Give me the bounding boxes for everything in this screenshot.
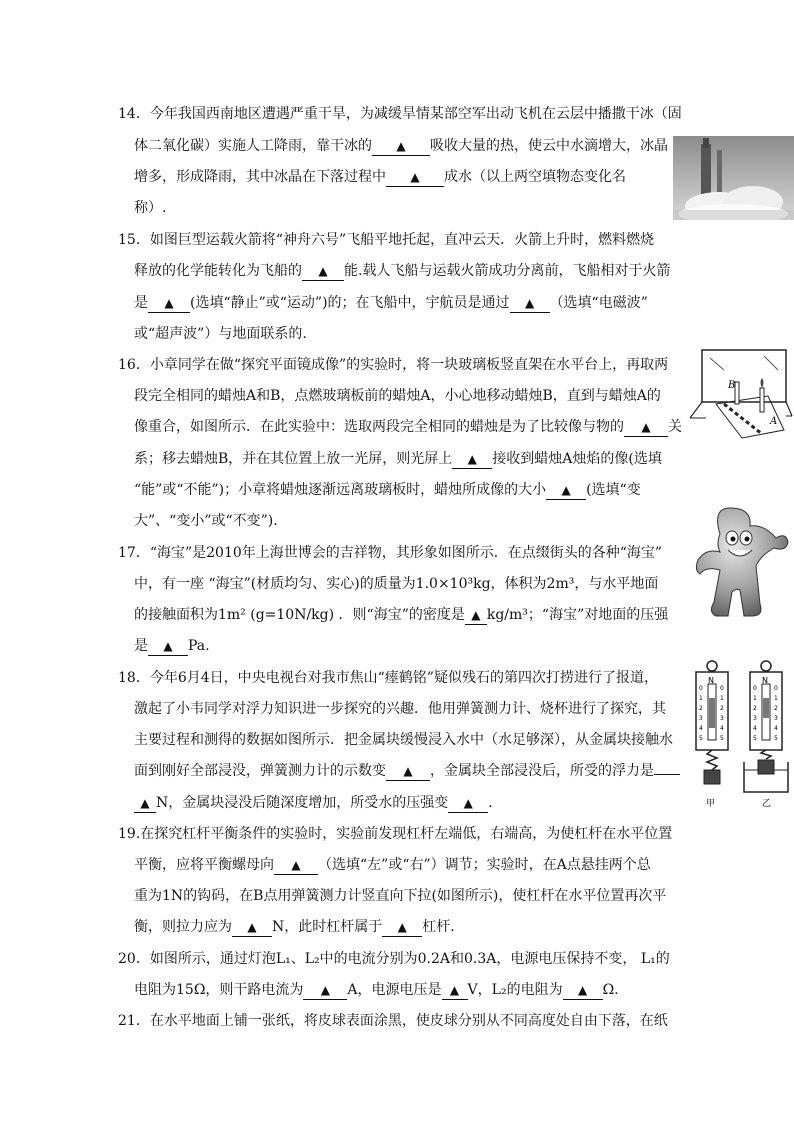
q14-line-2: 体二氧化碳）实施人工降雨，靠干冰的 ▲ 吸收大量的热，使云中水滴增大，冰晶 xyxy=(134,138,668,154)
q18-line-5: ▲ N，金属块浸没后随深度增加，所受水的压强变 ▲ . xyxy=(134,793,493,813)
q17-blank-1[interactable]: ▲ xyxy=(465,606,487,625)
q17-line-2: 中，有一座 “海宝”(材质均匀、实心)的质量为1.0×10³kg，体积为2m³，与水平地面 xyxy=(134,576,659,592)
q19-line-4: 衡，则拉力应为 ▲ N，此时杠杆属于 ▲ 杠杆. xyxy=(134,919,455,935)
tick-left-r4: 4 xyxy=(720,725,724,732)
q16-line-4: 系；移去蜡烛B，并在其位置上放一光屏，则光屏上 ▲ 接收到蜡烛A烛焰的像(选填 xyxy=(134,451,662,467)
tick-right-3: 3 xyxy=(753,715,757,722)
tick-right-r4: 4 xyxy=(774,725,778,732)
scale-label-left: 甲 xyxy=(706,799,716,809)
tick-right-r1: 1 xyxy=(774,695,778,702)
q20-blank-1[interactable]: ▲ xyxy=(303,981,347,1000)
tick-right-r0: 0 xyxy=(774,685,778,692)
q15-line-3: 是 ▲ (选填“静止”或“运动”)的；在飞船中，宇航员是通过 ▲ （选填“电磁波” xyxy=(134,295,648,311)
q18-line-3: 主要过程和测得的数据如图所示．把金属块缓慢浸入水中（水足够深），从金属块接触水 xyxy=(134,732,673,748)
q20-line-2: 电阻为15Ω，则干路电流为 ▲ A，电源电压是 ▲ V，L₂的电阻为 ▲ Ω. xyxy=(134,982,619,998)
q14-line-1: 14．今年我国西南地区遭遇严重干旱，为减缓旱情某部空军出动飞机在云层中播撒干冰（固 xyxy=(118,106,682,122)
q15-line-1: 15．如图巨型运载火箭将“神舟六号”飞船平地托起，直冲云天．火箭上升时，燃料燃烧 xyxy=(118,232,655,248)
q15-line-4: 或“超声波”）与地面联系的. xyxy=(134,326,307,342)
tick-right-r2: 2 xyxy=(774,705,778,712)
scale-label-right: 乙 xyxy=(762,799,772,809)
q20-line-1: 20．如图所示，通过灯泡L₁、L₂中的电流分别为0.2A和0.3A，电源电压保持不变， L₁的 xyxy=(118,951,670,967)
q19-line-1: 19.在探究杠杆平衡条件的实验时，实验前发现杠杆左端低，右端高，为使杠杆在水平位置 xyxy=(118,826,673,842)
q20-blank-3[interactable]: ▲ xyxy=(563,981,603,1000)
tick-right-2: 2 xyxy=(753,705,757,712)
q16-line-2: 段完全相同的蜡烛A和B，点燃玻璃板前的蜡烛A，小心地移动蜡烛B，直到与蜡烛A的 xyxy=(134,388,661,404)
tick-left-1: 1 xyxy=(699,695,703,702)
scale-n-right: N xyxy=(762,676,768,685)
q19-blank-3[interactable]: ▲ xyxy=(382,918,422,937)
q16-line-3: 像重合，如图所示．在此实验中：选取两段完全相同的蜡烛是为了比较像与物的 ▲ 关 xyxy=(134,419,682,435)
tick-left-2: 2 xyxy=(699,705,703,712)
q18-blank-4[interactable]: ▲ xyxy=(448,794,488,813)
tick-right-0: 0 xyxy=(753,685,757,692)
spring-scale-icon xyxy=(686,658,794,816)
q19-line-2: 平衡，应将平衡螺母向 ▲ （选填“左”或“右”）调节；实验时，在A点悬挂两个总 xyxy=(134,857,651,873)
q17-line-1: 17．“海宝”是2010年上海世博会的吉祥物，其形象如图所示．在点缀街头的各种“海宝” xyxy=(118,545,663,561)
q14-line-3: 增多，形成降雨，其中冰晶在下落过程中 ▲ 成水（以上两空填物态变化名 xyxy=(134,169,626,185)
q17-line-3: 的接触面积为1m² (g=10N/kg) ．则“海宝”的密度是 ▲ kg/m³；“海宝”对地面的压强 xyxy=(134,607,669,623)
q18-blank-2[interactable] xyxy=(654,774,680,775)
q15-blank-1[interactable]: ▲ xyxy=(302,262,344,281)
tick-right-1: 1 xyxy=(753,695,757,702)
q14-blank-1[interactable]: ▲ xyxy=(372,137,430,156)
q20-blank-2[interactable]: ▲ xyxy=(442,981,468,1000)
tick-left-3: 3 xyxy=(699,715,703,722)
q18-line-2: 激起了小韦同学对浮力知识进一步探究的兴趣．他用弹簧测力计、烧杯进行了探究，其 xyxy=(134,701,666,717)
tick-left-r2: 2 xyxy=(720,705,724,712)
mirror-label-a: A xyxy=(770,416,778,427)
tick-left-5: 5 xyxy=(699,735,703,742)
tick-right-r3: 3 xyxy=(774,715,778,722)
q17-line-4: 是 ▲ Pa. xyxy=(134,638,210,654)
tick-left-r0: 0 xyxy=(720,685,724,692)
q16-blank-2[interactable]: ▲ xyxy=(452,450,492,469)
q15-blank-3[interactable]: ▲ xyxy=(510,294,550,313)
q21-line-1: 21．在水平地面上铺一张纸，将皮球表面涂黑，使皮球分别从不同高度处自由下落，在纸 xyxy=(118,1013,668,1029)
q18-line-1: 18．今年6月4日，中央电视台对我市焦山“瘗鹤铭”疑似残石的第四次打捞进行了报道， xyxy=(118,670,658,686)
q18-line-4: 面到刚好全部浸没，弹簧测力计的示数变 ▲ ，金属块全部浸没后，所受的浮力是 xyxy=(134,761,680,781)
q18-blank-1[interactable]: ▲ xyxy=(386,762,430,781)
mirror-label-b: B xyxy=(728,380,736,391)
q14-blank-2[interactable]: ▲ xyxy=(386,168,444,187)
tick-left-r3: 3 xyxy=(720,715,724,722)
tick-left-4: 4 xyxy=(699,725,703,732)
q16-line-6: 大”、“变小”或“不变”). xyxy=(134,513,278,529)
scale-n-left: N xyxy=(708,676,714,685)
q16-blank-3[interactable]: ▲ xyxy=(546,481,586,500)
q17-blank-2[interactable]: ▲ xyxy=(148,637,188,656)
q16-line-5: “能”或“不能”)；小章将蜡烛逐渐远离玻璃板时，蜡烛所成像的大小 ▲ (选填“变 xyxy=(134,482,641,498)
tick-right-4: 4 xyxy=(753,725,757,732)
tick-right-5: 5 xyxy=(753,735,757,742)
mirror-experiment-icon xyxy=(686,344,794,440)
q19-line-3: 重为1N的钩码，在B点用弹簧测力计竖直向下拉(如图所示)，使杠杆在水平位置再次平 xyxy=(134,888,667,904)
q18-blank-3[interactable]: ▲ xyxy=(134,794,156,813)
rocket-photo-icon xyxy=(673,136,794,220)
q15-blank-2[interactable]: ▲ xyxy=(148,294,190,313)
q15-line-2: 释放的化学能转化为飞船的 ▲ 能.载人飞船与运载火箭成功分离前，飞船相对于火箭 xyxy=(134,263,671,279)
q16-blank-1[interactable]: ▲ xyxy=(624,418,668,437)
haibao-mascot-icon xyxy=(690,504,794,620)
q16-line-1: 16．小章同学在做“探究平面镜成像”的实验时，将一块玻璃板竖直架在水平台上，再取两 xyxy=(118,357,669,373)
tick-right-r5: 5 xyxy=(774,735,778,742)
tick-left-r5: 5 xyxy=(720,735,724,742)
q14-line-4: 称）. xyxy=(134,200,167,216)
tick-left-0: 0 xyxy=(699,685,703,692)
tick-left-r1: 1 xyxy=(720,695,724,702)
q19-blank-2[interactable]: ▲ xyxy=(232,918,272,937)
q19-blank-1[interactable]: ▲ xyxy=(274,856,318,875)
